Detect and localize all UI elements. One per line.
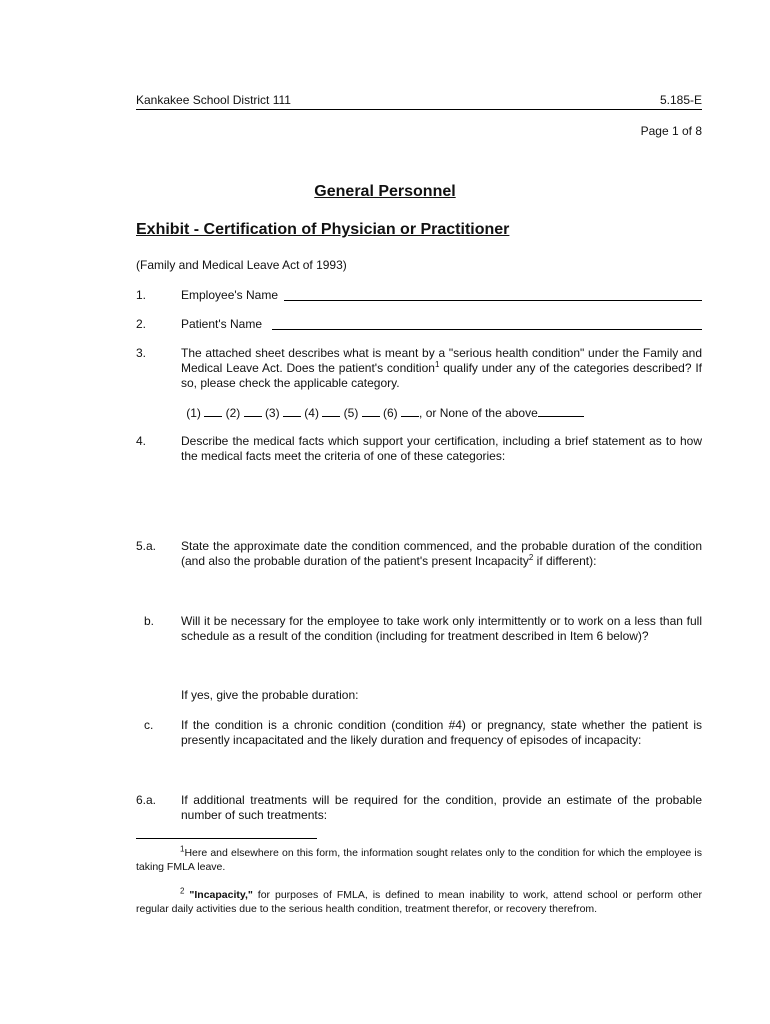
category-2-label: (2) <box>225 406 241 420</box>
footnote-1 <box>136 846 702 874</box>
none-option-label: , or None of the above <box>419 406 538 420</box>
item-number: 2. <box>136 317 147 331</box>
category-6-blank[interactable] <box>401 405 419 417</box>
patient-name-label: Patient's Name <box>181 317 262 331</box>
item-5b-followup: If yes, give the probable duration: <box>181 688 359 702</box>
section-title: General Personnel <box>314 183 456 200</box>
item-5a-text <box>181 539 702 569</box>
footnote-mark-1: 1 <box>180 844 185 854</box>
item-3-text-a: The attached sheet describes what is meant by a "serious health condition" under the Family and Medical Leave Act. Does the patient's condition <box>181 346 702 375</box>
footnote-2 <box>136 888 702 916</box>
category-5-blank[interactable] <box>362 405 380 417</box>
category-4-label: (4) <box>304 406 319 420</box>
item-5c-text: If the condition is a chronic condition (condition #4) or pregnancy, state whether the patient is presently incapacitated and the likely duration and frequency of episodes of incapacity: <box>181 718 702 747</box>
footnote-ref-1: 1 <box>434 360 440 369</box>
item-number: 4. <box>136 434 147 448</box>
patient-name-field[interactable] <box>272 329 702 330</box>
item-4-text: Describe the medical facts which support your certification, including a brief statement as to how the medical facts meet the criteria of one of these categories: <box>181 434 702 463</box>
district-name: Kankakee School District 111 <box>136 93 291 107</box>
page-number: Page 1 of 8 <box>640 124 702 138</box>
category-4-blank[interactable] <box>322 405 340 417</box>
category-checklist <box>0 405 770 421</box>
footnote-1-text: Here and elsewhere on this form, the information sought relates only to the condition for which the employee is taking FMLA leave. <box>136 847 702 873</box>
item-6a-text: If additional treatments will be required for the condition, provide an estimate of the probable number of such treatments: <box>181 793 702 822</box>
item-number: 1. <box>136 288 147 302</box>
act-reference: (Family and Medical Leave Act of 1993) <box>136 258 347 272</box>
category-3-label: (3) <box>264 406 280 420</box>
page-header <box>136 93 702 110</box>
item-number: 3. <box>136 346 147 360</box>
item-number: b. <box>144 614 155 628</box>
item-number: c. <box>144 718 154 732</box>
item-3-text <box>181 346 702 391</box>
category-5-label: (5) <box>343 406 359 420</box>
category-3-blank[interactable] <box>283 405 301 417</box>
footnote-separator <box>136 838 317 839</box>
item-5b-text: Will it be necessary for the employee to take work only intermittently or to work on a less than full schedule as a result of the condition (including for treatment described in Item 6 below)? <box>181 614 702 643</box>
footnote-ref-2: 2 <box>528 553 534 562</box>
exhibit-title: Exhibit - Certification of Physician or Practitioner <box>136 221 510 238</box>
item-3-text-b: qualify under any of the categories described? If so, please check the applicable category. <box>181 361 703 390</box>
none-option-blank[interactable] <box>538 405 584 417</box>
item-number: 5.a. <box>136 539 157 553</box>
item-5a-text-a: State the approximate date the condition commenced, and the probable duration of the condition (and also the probable duration of the patient's present Incapacity <box>181 539 702 568</box>
employee-name-field[interactable] <box>284 300 702 301</box>
category-1-blank[interactable] <box>204 405 222 417</box>
item-5a-text-b: if different): <box>533 554 597 568</box>
policy-code: 5.185-E <box>659 93 702 107</box>
category-1-label: (1) <box>186 406 201 420</box>
employee-name-label: Employee's Name <box>181 288 278 302</box>
item-number: 6.a. <box>136 793 157 807</box>
footnote-2-term: "Incapacity," <box>189 889 253 901</box>
footnote-mark-2: 2 <box>180 886 185 896</box>
footnote-2-text: for purposes of FMLA, is defined to mean inability to work, attend school or perform other regular daily activities due to the serious health condition, treatment therefor, or recovery therefrom. <box>136 889 702 915</box>
category-6-label: (6) <box>383 406 398 420</box>
category-2-blank[interactable] <box>244 405 262 417</box>
